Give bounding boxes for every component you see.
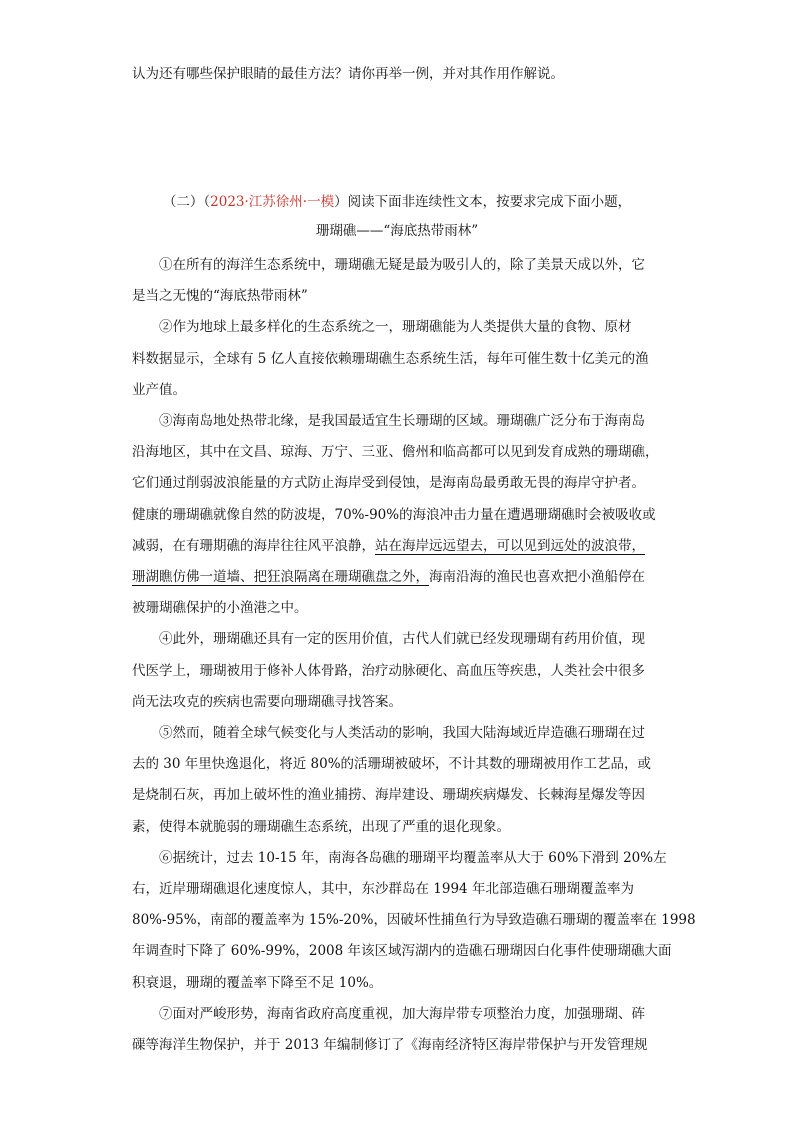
paragraph-line: 素，使得本就脆弱的珊瑚礁生态系统，出现了严重的退化现象。 (132, 818, 510, 835)
paragraph-line: ⑥据统计，过去 10-15 年，南海各岛礁的珊瑚平均覆盖率从大于 60%下滑到 20%左 (159, 849, 667, 866)
question-source: 2023·江苏徐州·一模 (210, 194, 335, 210)
paragraph-6 (132, 843, 696, 999)
paragraph-line: 磲等海洋生物保护，并于 2013 年编制修订了《海南经济特区海岸带保护与开发管理规 (132, 1037, 648, 1054)
paragraph-line: 被珊瑚礁保护的小渔港之中。 (132, 600, 308, 617)
paragraph-line: 尚无法攻克的疾病也需要向珊瑚礁寻找答案。 (132, 693, 402, 710)
paragraph-4 (132, 624, 664, 718)
question-suffix: ）阅读下面非连续性文本，按要求完成下面小题， (334, 194, 632, 210)
paragraph-line: 沿海地区，其中在文昌、琼海、万宁、三亚、儋州和临高都可以见到发育成熟的珊瑚礁， (132, 444, 659, 461)
paragraph-line: ⑤然而，随着全球气候变化与人类活动的影响，我国大陆海域近岸造礁石珊瑚在过 (159, 725, 645, 742)
paragraph-line: 积衰退，珊瑚的覆盖率下降至不足 10%。 (132, 974, 383, 991)
question-header (132, 190, 662, 214)
paragraph-line: 业产值。 (132, 381, 186, 398)
paragraph-line: 它们通过削弱波浪能量的方式防止海岸受到侵蚀，是海南岛最勇敢无畏的海岸守护者。 (132, 475, 645, 492)
paragraph-line: 料数据显示，全球有 5 亿人直接依赖珊瑚礁生态系统生活，每年可催生数十亿美元的渔 (132, 350, 649, 367)
paragraph-1 (132, 250, 664, 312)
paragraph-line: 年调查时下降了 60%-99%，2008 年该区域泻湖内的造礁石珊瑚因白化事件使珊瑚礁大面 (132, 943, 672, 960)
paragraph-line: 80%-95%，南部的覆盖率为 15%-20%，因破坏性捕鱼行为导致造礁石珊瑚的覆盖率在 1998 (132, 912, 696, 929)
paragraph-line: 右，近岸珊瑚礁退化速度惊人，其中，东沙群岛在 1994 年北部造礁石珊瑚覆盖率为 (132, 881, 634, 898)
intro-question-text: 认为还有哪些保护眼睛的最佳方法？请你再举一例，并对其作用作解说。 (132, 66, 564, 82)
paragraph-3 (132, 406, 664, 624)
article-body (132, 250, 696, 1061)
paragraph-7 (132, 999, 664, 1061)
paragraph-line: ①在所有的海洋生态系统中，珊瑚礁无疑是最为吸引人的，除了美景天成以外，它 (159, 257, 645, 273)
paragraph-line: 是当之无愧的“海底热带雨林” (132, 288, 308, 305)
paragraph-line: 去的 30 年里快逸退化，将近 80%的活珊瑚被破坏，不计其数的珊瑚被用作工艺品，或 (132, 756, 652, 773)
paragraph-line (132, 531, 664, 562)
paragraph-line: ⑦面对严峻形势，海南省政府高度重视，加大海岸带专项整治力度，加强珊瑚、砗 (159, 1005, 645, 1022)
underlined-sentence: 站在海岸远远望去，可以见到远处的波浪带， (375, 537, 645, 554)
paragraph-line: ④此外，珊瑚礁还具有一定的医用价值，古代人们就已经发现珊瑚有药用价值，现 (159, 631, 645, 648)
paragraph-line: 健康的珊瑚礁就像自然的防波堤，70%-90%的海浪冲击力量在遭遇珊瑚礁时会被吸收或 (132, 506, 656, 523)
question-prefix: （二）（ (162, 194, 211, 210)
article-title: 珊瑚礁——“海底热带雨林” (315, 223, 479, 239)
paragraph-line: 代医学上，珊瑚被用于修补人体骨路，治疗动脉硬化、高血压等疾患，人类社会中很多 (132, 662, 645, 679)
paragraph-line: ②作为地球上最多样化的生态系统之一，珊瑚礁能为人类提供大量的食物、原材 (159, 319, 632, 336)
paragraph-2 (132, 312, 664, 406)
paragraph-text: 海南沿海的渔民也喜欢把小渔船停在 (429, 569, 645, 586)
paragraph-5 (132, 718, 664, 843)
paragraph-line: ③海南岛地处热带北缘，是我国最适宜生长珊瑚的区域。珊瑚礁广泛分布于海南岛 (159, 413, 645, 430)
paragraph-line: 是烧制石灰，再加上破坏性的渔业捕捞、海岸建设、珊瑚疾病爆发、长棘海星爆发等因 (132, 787, 645, 804)
paragraph-text: 减弱，在有珊期礁的海岸往往风平浪静， (132, 537, 375, 554)
underlined-sentence: 珊湖瞧仿佛一道墙、把狂浪隔离在珊瑚礁盘之外， (132, 569, 429, 586)
paragraph-line (132, 562, 664, 593)
